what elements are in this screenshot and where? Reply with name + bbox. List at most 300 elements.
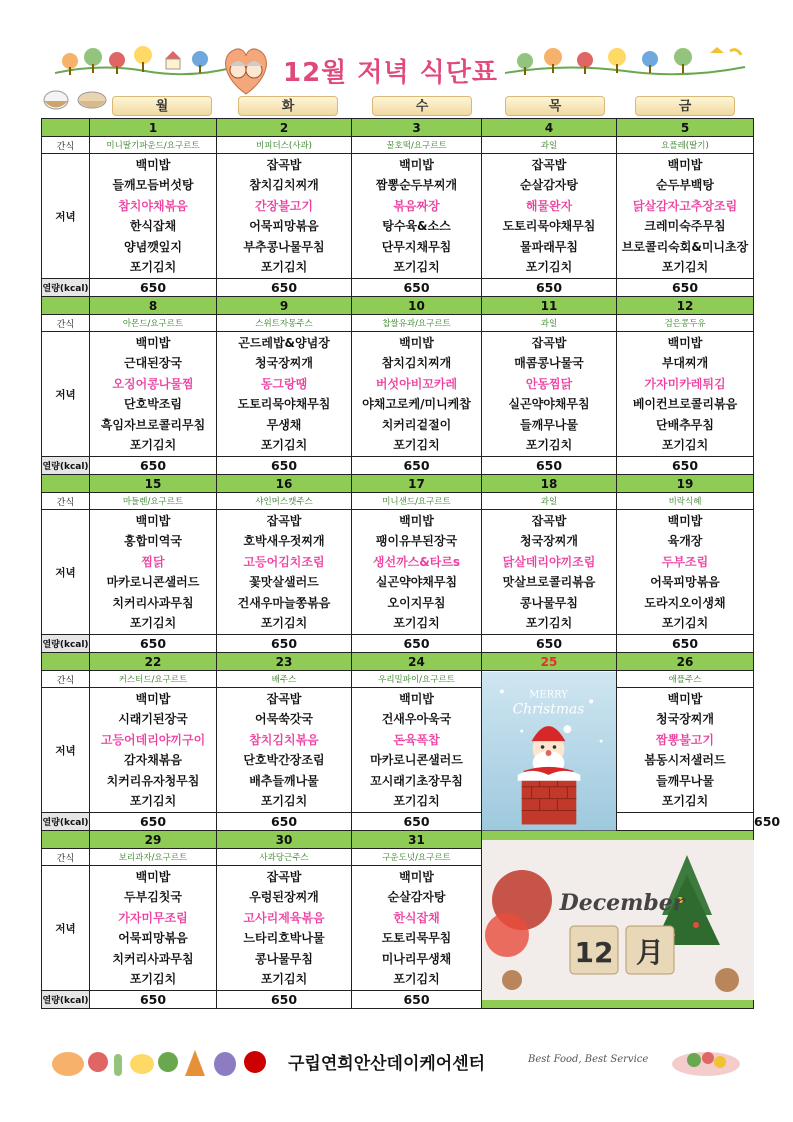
dish-item: 포기김치 xyxy=(525,260,573,274)
dinner-label: 저녁 xyxy=(42,866,90,991)
snack-cell: 우리밀파이/요구르트 xyxy=(352,671,482,688)
dish-item: 건새우아욱국 xyxy=(381,712,452,726)
center-name: 구립연희안산데이케어센터 xyxy=(288,1054,486,1074)
dish-list xyxy=(90,333,216,456)
menu-table xyxy=(41,118,781,1009)
page-title: 12월 저녁 식단표 xyxy=(283,58,498,88)
dish-item: 포기김치 xyxy=(260,972,308,986)
dish-item: 포기김치 xyxy=(393,794,440,808)
date-cell: 23 xyxy=(217,653,352,671)
snack-cell: 사과당근주스 xyxy=(217,849,352,866)
tree-decoration-icon xyxy=(505,45,745,85)
date-row xyxy=(42,119,754,137)
dinner-cell xyxy=(617,510,754,635)
dish-item: 포기김치 xyxy=(260,438,308,452)
dish-item: 백미밥 xyxy=(135,157,171,172)
date-cell: 5 xyxy=(617,119,754,137)
grandparents-logo-icon xyxy=(218,42,274,98)
dish-item: 팽이유부된장국 xyxy=(375,534,458,548)
dish-list xyxy=(352,511,481,634)
snack-cell: 미니딸기파운드/요구르트 xyxy=(90,137,217,154)
dinner-cell xyxy=(482,332,617,457)
date-label-cell xyxy=(42,653,90,671)
dish-item: 브로콜리숙회&미니초장 xyxy=(621,239,749,254)
dish-item: 맛살브로콜리볶음 xyxy=(502,575,596,589)
dish-list xyxy=(217,333,351,456)
dish-item: 포기김치 xyxy=(393,972,440,986)
snack-cell: 스위트자몽주스 xyxy=(217,315,352,332)
dish-item: 오이지무침 xyxy=(387,595,446,610)
december-word: December xyxy=(559,889,685,916)
dish-item: 치커리사과무침 xyxy=(112,951,194,966)
date-label-cell xyxy=(42,475,90,493)
dish-item: 부대찌개 xyxy=(661,356,709,370)
dish-item: 들깨무나물 xyxy=(656,773,714,788)
dish-item: 도라지오이생채 xyxy=(644,595,726,610)
main-dish: 고등어김치조림 xyxy=(243,554,325,569)
dish-item: 실곤약야채무침 xyxy=(508,397,590,411)
dish-list xyxy=(352,689,481,812)
kcal-cell: 650 xyxy=(90,991,217,1009)
dinner-label: 저녁 xyxy=(42,332,90,457)
kcal-cell: 650 xyxy=(217,279,352,297)
dish-item: 느타리호박나물 xyxy=(243,931,325,945)
dish-item: 참치김치찌개 xyxy=(381,356,452,370)
dish-item: 잡곡밥 xyxy=(266,869,302,884)
xmas-line1: MERRY xyxy=(529,688,568,700)
dish-item: 도토리묵야채무침 xyxy=(237,397,331,411)
snack-cell: 구운도넛/요구르트 xyxy=(352,849,482,866)
dish-item: 홍합미역국 xyxy=(124,534,182,548)
dish-item: 치커리유자청무침 xyxy=(106,773,200,788)
snack-cell: 과일 xyxy=(482,315,617,332)
dish-item: 치커리사과무침 xyxy=(112,595,194,610)
dish-item: 백미밥 xyxy=(399,869,434,884)
dish-item: 청국장찌개 xyxy=(255,356,313,370)
snack-cell: 배주스 xyxy=(217,671,352,688)
kcal-row xyxy=(42,279,754,297)
snack-label: 간식 xyxy=(42,493,90,510)
kcal-cell: 650 xyxy=(90,635,217,653)
dish-list xyxy=(217,867,351,990)
snack-row xyxy=(42,671,754,688)
dish-item: 포기김치 xyxy=(260,616,308,630)
weekday-header xyxy=(40,96,753,118)
kcal-row xyxy=(42,457,754,475)
main-dish: 찜닭 xyxy=(141,554,165,569)
dinner-label: 저녁 xyxy=(42,154,90,279)
kcal-label: 열량(kcal) xyxy=(42,991,90,1009)
kcal-row: 열량(kcal) 650 650 650 650 xyxy=(42,814,781,829)
tree-decoration-icon xyxy=(55,45,235,85)
dish-list xyxy=(352,155,481,278)
snack-label: 간식 xyxy=(42,315,90,332)
kcal-cell: 650 xyxy=(90,813,217,831)
date-row xyxy=(42,297,754,315)
snack-cell: 검은콩두유 xyxy=(617,315,754,332)
dinner-cell xyxy=(352,510,482,635)
main-dish: 버섯아비꼬카레 xyxy=(375,376,458,391)
dish-item: 매콤콩나물국 xyxy=(514,356,584,370)
dinner-row xyxy=(42,154,754,279)
dinner-cell xyxy=(90,688,217,813)
dish-item: 도토리묵무침 xyxy=(381,931,452,945)
dish-item: 백미밥 xyxy=(667,691,703,706)
date-row xyxy=(42,831,754,849)
snack-row xyxy=(42,493,754,510)
dinner-cell xyxy=(352,332,482,457)
dish-list xyxy=(90,155,216,278)
kcal-cell: 650 xyxy=(352,635,482,653)
main-dish: 고등어데리야끼구이 xyxy=(100,732,206,747)
snack-cell: 비락식혜 xyxy=(617,493,754,510)
dish-list xyxy=(617,333,753,456)
snack-row xyxy=(42,137,754,154)
dish-item: 참치김치찌개 xyxy=(249,178,319,192)
snack-cell: 비피더스(사과) xyxy=(217,137,352,154)
december-num: 12 xyxy=(574,935,614,969)
date-cell: 12 xyxy=(617,297,754,315)
dish-item: 단배추무침 xyxy=(656,417,714,432)
dish-item: 잡곡밥 xyxy=(531,513,567,528)
december-card xyxy=(482,831,754,1009)
dish-list xyxy=(217,155,351,278)
date-cell: 10 xyxy=(352,297,482,315)
dish-item: 포기김치 xyxy=(393,616,440,630)
dish-item: 포기김치 xyxy=(393,260,440,274)
xmas-line2: Christmas xyxy=(512,700,585,717)
kcal-label: 열량(kcal) xyxy=(42,457,90,475)
dish-item: 포기김치 xyxy=(661,260,709,274)
main-dish: 참치김치볶음 xyxy=(249,732,319,747)
date-cell: 11 xyxy=(482,297,617,315)
main-dish: 짬뽕불고기 xyxy=(656,732,714,747)
dish-list xyxy=(482,155,616,278)
december-calendar-icon xyxy=(482,840,754,1000)
snack-cell: 꿀호떡/요구르트 xyxy=(352,137,482,154)
date-label-cell xyxy=(42,831,90,849)
dish-item: 야채고로케/미니케찹 xyxy=(362,397,471,411)
day-tue: 화 xyxy=(238,96,338,116)
main-dish: 안동찜닭 xyxy=(525,376,573,391)
day-wed: 수 xyxy=(372,96,472,116)
kcal-cell: 650 xyxy=(217,635,352,653)
dish-item: 청국장찌개 xyxy=(656,712,714,726)
dish-item: 마카로니콘샐러드 xyxy=(370,753,463,767)
dish-item: 들깨무나물 xyxy=(520,417,578,432)
dish-item: 백미밥 xyxy=(399,691,434,706)
kcal-cell: 650 xyxy=(352,279,482,297)
dish-item: 크레미숙주무침 xyxy=(644,219,726,233)
dish-item: 백미밥 xyxy=(399,157,434,172)
main-dish: 생선까스&타르s xyxy=(372,554,461,569)
date-cell: 15 xyxy=(90,475,217,493)
snack-cell: 아몬드/요구르트 xyxy=(90,315,217,332)
snack-cell: 과일 xyxy=(482,493,617,510)
main-dish: 참치야채볶음 xyxy=(118,198,188,213)
main-dish: 돈육폭찹 xyxy=(393,732,440,747)
date-cell: 3 xyxy=(352,119,482,137)
date-label-cell xyxy=(42,297,90,315)
dish-item: 백미밥 xyxy=(667,157,703,172)
kcal-cell: 650 xyxy=(617,279,754,297)
day-thu: 목 xyxy=(505,96,605,116)
date-cell: 4 xyxy=(482,119,617,137)
dish-item: 백미밥 xyxy=(399,335,434,350)
kcal-cell xyxy=(617,813,754,831)
date-cell: 29 xyxy=(90,831,217,849)
snack-label: 간식 xyxy=(42,849,90,866)
dinner-cell xyxy=(352,154,482,279)
main-dish: 두부조림 xyxy=(661,554,709,569)
dinner-cell xyxy=(217,866,352,991)
date-cell: 24 xyxy=(352,653,482,671)
dish-item: 시래기된장국 xyxy=(118,712,188,726)
date-cell: 2 xyxy=(217,119,352,137)
date-cell: 1 xyxy=(90,119,217,137)
dish-item: 백미밥 xyxy=(667,513,703,528)
dish-item: 순살감자탕 xyxy=(520,178,578,192)
dish-list xyxy=(90,867,216,990)
dish-item: 단호박간장조림 xyxy=(243,753,325,767)
date-label-cell xyxy=(42,119,90,137)
dish-item: 어묵쑥갓국 xyxy=(255,712,313,726)
dish-item: 콩나물무침 xyxy=(255,951,313,966)
vegetables-decoration-icon xyxy=(50,1042,280,1078)
dish-item: 포기김치 xyxy=(525,438,573,452)
dish-item: 양념깻잎지 xyxy=(124,239,182,254)
dinner-cell xyxy=(90,154,217,279)
dish-item: 어묵피망볶음 xyxy=(118,931,188,945)
date-cell: 31 xyxy=(352,831,482,849)
main-dish: 해물완자 xyxy=(525,198,573,213)
snack-cell: 애플주스 xyxy=(617,671,754,688)
dish-item: 포기김치 xyxy=(129,438,177,452)
date-cell: 16 xyxy=(217,475,352,493)
date-cell: 19 xyxy=(617,475,754,493)
dish-item: 잡곡밥 xyxy=(266,691,302,706)
dish-item: 잡곡밥 xyxy=(266,513,302,528)
dish-item: 잡곡밥 xyxy=(266,157,302,172)
dinner-row xyxy=(42,332,754,457)
dish-item: 어묵피망볶음 xyxy=(249,219,319,233)
dinner-cell xyxy=(482,510,617,635)
main-dish: 한식잡채 xyxy=(393,910,440,925)
dinner-row xyxy=(42,688,754,813)
dish-item: 포기김치 xyxy=(260,260,308,274)
dish-item: 육개장 xyxy=(667,534,703,548)
snack-label: 간식 xyxy=(42,671,90,688)
snack-cell: 샤인머스캣주스 xyxy=(217,493,352,510)
dinner-row xyxy=(42,510,754,635)
dish-item: 무생채 xyxy=(266,417,302,432)
dish-item: 곤드레밥&양념장 xyxy=(238,335,330,350)
snack-cell: 커스터드/요구르트 xyxy=(90,671,217,688)
dinner-cell xyxy=(90,866,217,991)
dish-item: 포기김치 xyxy=(260,794,308,808)
dish-item: 백미밥 xyxy=(135,869,171,884)
kcal-cell: 650 xyxy=(217,991,352,1009)
dish-item: 백미밥 xyxy=(399,513,434,528)
dish-item: 흑임자브로콜리무침 xyxy=(100,417,206,432)
kcal-cell: 650 xyxy=(617,635,754,653)
dish-list xyxy=(217,511,351,634)
snack-cell: 찹쌀유과/요구르트 xyxy=(352,315,482,332)
snack-cell: 미니샌드/요구르트 xyxy=(352,493,482,510)
dinner-label: 저녁 xyxy=(42,688,90,813)
dish-item: 백미밥 xyxy=(667,335,703,350)
dish-list xyxy=(217,689,351,812)
day-mon: 월 xyxy=(112,96,212,116)
dinner-cell xyxy=(217,688,352,813)
dish-item: 꼬시래기초장무침 xyxy=(370,773,463,788)
dish-item: 순두부백탕 xyxy=(656,178,714,192)
main-dish: 고사리제육볶음 xyxy=(243,910,325,925)
dish-item: 감자채볶음 xyxy=(124,753,182,767)
dinner-cell xyxy=(617,332,754,457)
dish-item: 순살감자탕 xyxy=(387,890,446,904)
dinner-cell xyxy=(617,688,754,813)
main-dish: 동그랑땡 xyxy=(260,376,308,391)
dish-item: 포기김치 xyxy=(129,794,177,808)
dish-list xyxy=(352,333,481,456)
snack-cell: 과일 xyxy=(482,137,617,154)
dinner-label: 저녁 xyxy=(42,510,90,635)
dish-item: 포기김치 xyxy=(129,616,177,630)
main-dish: 간장불고기 xyxy=(255,198,313,213)
date-cell: 30 xyxy=(217,831,352,849)
dish-item: 백미밥 xyxy=(135,513,171,528)
salad-plate-icon xyxy=(668,1042,744,1078)
dish-item: 포기김치 xyxy=(129,972,177,986)
snack-cell: 마들렌/요구르트 xyxy=(90,493,217,510)
date-cell: 8 xyxy=(90,297,217,315)
kcal-cell: 650 xyxy=(90,457,217,475)
dish-item: 백미밥 xyxy=(135,691,171,706)
christmas-card xyxy=(482,671,617,831)
dish-item: 배추들깨나물 xyxy=(249,773,319,788)
main-dish: 닭살데리야끼조림 xyxy=(502,554,596,569)
dish-item: 어묵피망볶음 xyxy=(650,575,720,589)
date-row xyxy=(42,653,754,671)
dish-item: 호박새우젓찌개 xyxy=(243,534,325,548)
kcal-cell: 650 xyxy=(352,457,482,475)
dinner-cell xyxy=(217,332,352,457)
slogan: Best Food, Best Service xyxy=(528,1054,649,1065)
kcal-cell: 650 xyxy=(90,279,217,297)
day-fri: 금 xyxy=(635,96,735,116)
dish-item: 마카로니콘샐러드 xyxy=(106,575,200,589)
dish-item: 두부김칫국 xyxy=(124,890,182,904)
kcal-cell: 650 xyxy=(352,991,482,1009)
dinner-cell xyxy=(90,332,217,457)
dish-list xyxy=(90,689,216,812)
dinner-cell xyxy=(90,510,217,635)
december-char: 月 xyxy=(635,935,665,969)
main-dish: 오징어콩나물찜 xyxy=(112,376,194,391)
dish-item: 짬뽕순두부찌개 xyxy=(375,178,458,192)
kcal-row xyxy=(42,635,754,653)
dish-item: 단호박조림 xyxy=(124,397,182,411)
dish-item: 실곤약야채무침 xyxy=(375,575,458,589)
kcal-cell: 650 xyxy=(482,635,617,653)
date-cell: 17 xyxy=(352,475,482,493)
date-cell: 26 xyxy=(617,653,754,671)
dish-item: 포기김치 xyxy=(661,438,709,452)
dish-list xyxy=(90,511,216,634)
dish-item: 잡곡밥 xyxy=(531,335,567,350)
dinner-cell xyxy=(217,510,352,635)
dinner-cell xyxy=(352,688,482,813)
dish-list xyxy=(617,511,753,634)
dish-list xyxy=(617,689,753,812)
kcal-cell: 650 xyxy=(352,813,482,831)
dish-item: 꽃맛살샐러드 xyxy=(249,575,319,589)
dish-item: 근대된장국 xyxy=(124,356,182,370)
dish-list xyxy=(482,511,616,634)
dish-item: 우렁된장찌개 xyxy=(249,890,319,904)
dinner-cell xyxy=(482,154,617,279)
dish-item: 청국장찌개 xyxy=(520,534,578,548)
kcal-label: 열량(kcal) xyxy=(42,635,90,653)
date-row xyxy=(42,475,754,493)
dish-item: 들깨모듬버섯탕 xyxy=(112,178,194,192)
date-cell xyxy=(482,653,617,671)
dish-item: 포기김치 xyxy=(661,794,709,808)
date-cell: 9 xyxy=(217,297,352,315)
dish-item: 포기김치 xyxy=(393,438,440,452)
date-cell: 22 xyxy=(90,653,217,671)
snack-cell: 보리과자/요구르트 xyxy=(90,849,217,866)
dish-item: 베이컨브로콜리볶음 xyxy=(632,397,738,411)
dish-item: 미나리무생채 xyxy=(381,951,452,966)
dish-list xyxy=(617,155,753,278)
date-cell: 18 xyxy=(482,475,617,493)
dish-item: 도토리묵야채무침 xyxy=(502,219,596,233)
dish-item: 포기김치 xyxy=(129,260,177,274)
dish-item: 포기김치 xyxy=(525,616,573,630)
dish-item: 부추콩나물무침 xyxy=(243,239,325,254)
main-dish: 가자미무조림 xyxy=(118,910,188,925)
dish-item: 탕수육&소스 xyxy=(382,219,451,233)
dish-item: 물파래무침 xyxy=(520,239,578,254)
dinner-cell xyxy=(617,154,754,279)
kcal-label: 열량(kcal) xyxy=(42,279,90,297)
kcal-label: 열량(kcal) xyxy=(42,813,90,831)
kcal-cell: 650 xyxy=(617,457,754,475)
kcal-cell: 650 xyxy=(482,279,617,297)
holiday-date: 25 xyxy=(540,654,558,669)
main-dish: 볶음짜장 xyxy=(393,198,440,213)
dish-item: 치커리겉절이 xyxy=(381,417,452,432)
snack-row xyxy=(42,315,754,332)
snack-label: 간식 xyxy=(42,137,90,154)
dish-item: 백미밥 xyxy=(135,335,171,350)
dish-item: 잡곡밥 xyxy=(531,157,567,172)
kcal-cell: 650 xyxy=(217,813,352,831)
santa-chimney-icon xyxy=(482,688,616,759)
dish-list xyxy=(482,333,616,456)
dish-item: 단무지채무침 xyxy=(381,239,452,254)
dish-item: 콩나물무침 xyxy=(520,595,578,610)
dish-list xyxy=(352,867,481,990)
main-dish: 닭살감자고추장조림 xyxy=(632,198,738,213)
dish-item: 한식잡채 xyxy=(129,219,177,233)
dish-item: 포기김치 xyxy=(661,616,709,630)
dinner-cell xyxy=(217,154,352,279)
dinner-cell xyxy=(352,866,482,991)
dish-item: 봄동시저샐러드 xyxy=(644,753,726,767)
